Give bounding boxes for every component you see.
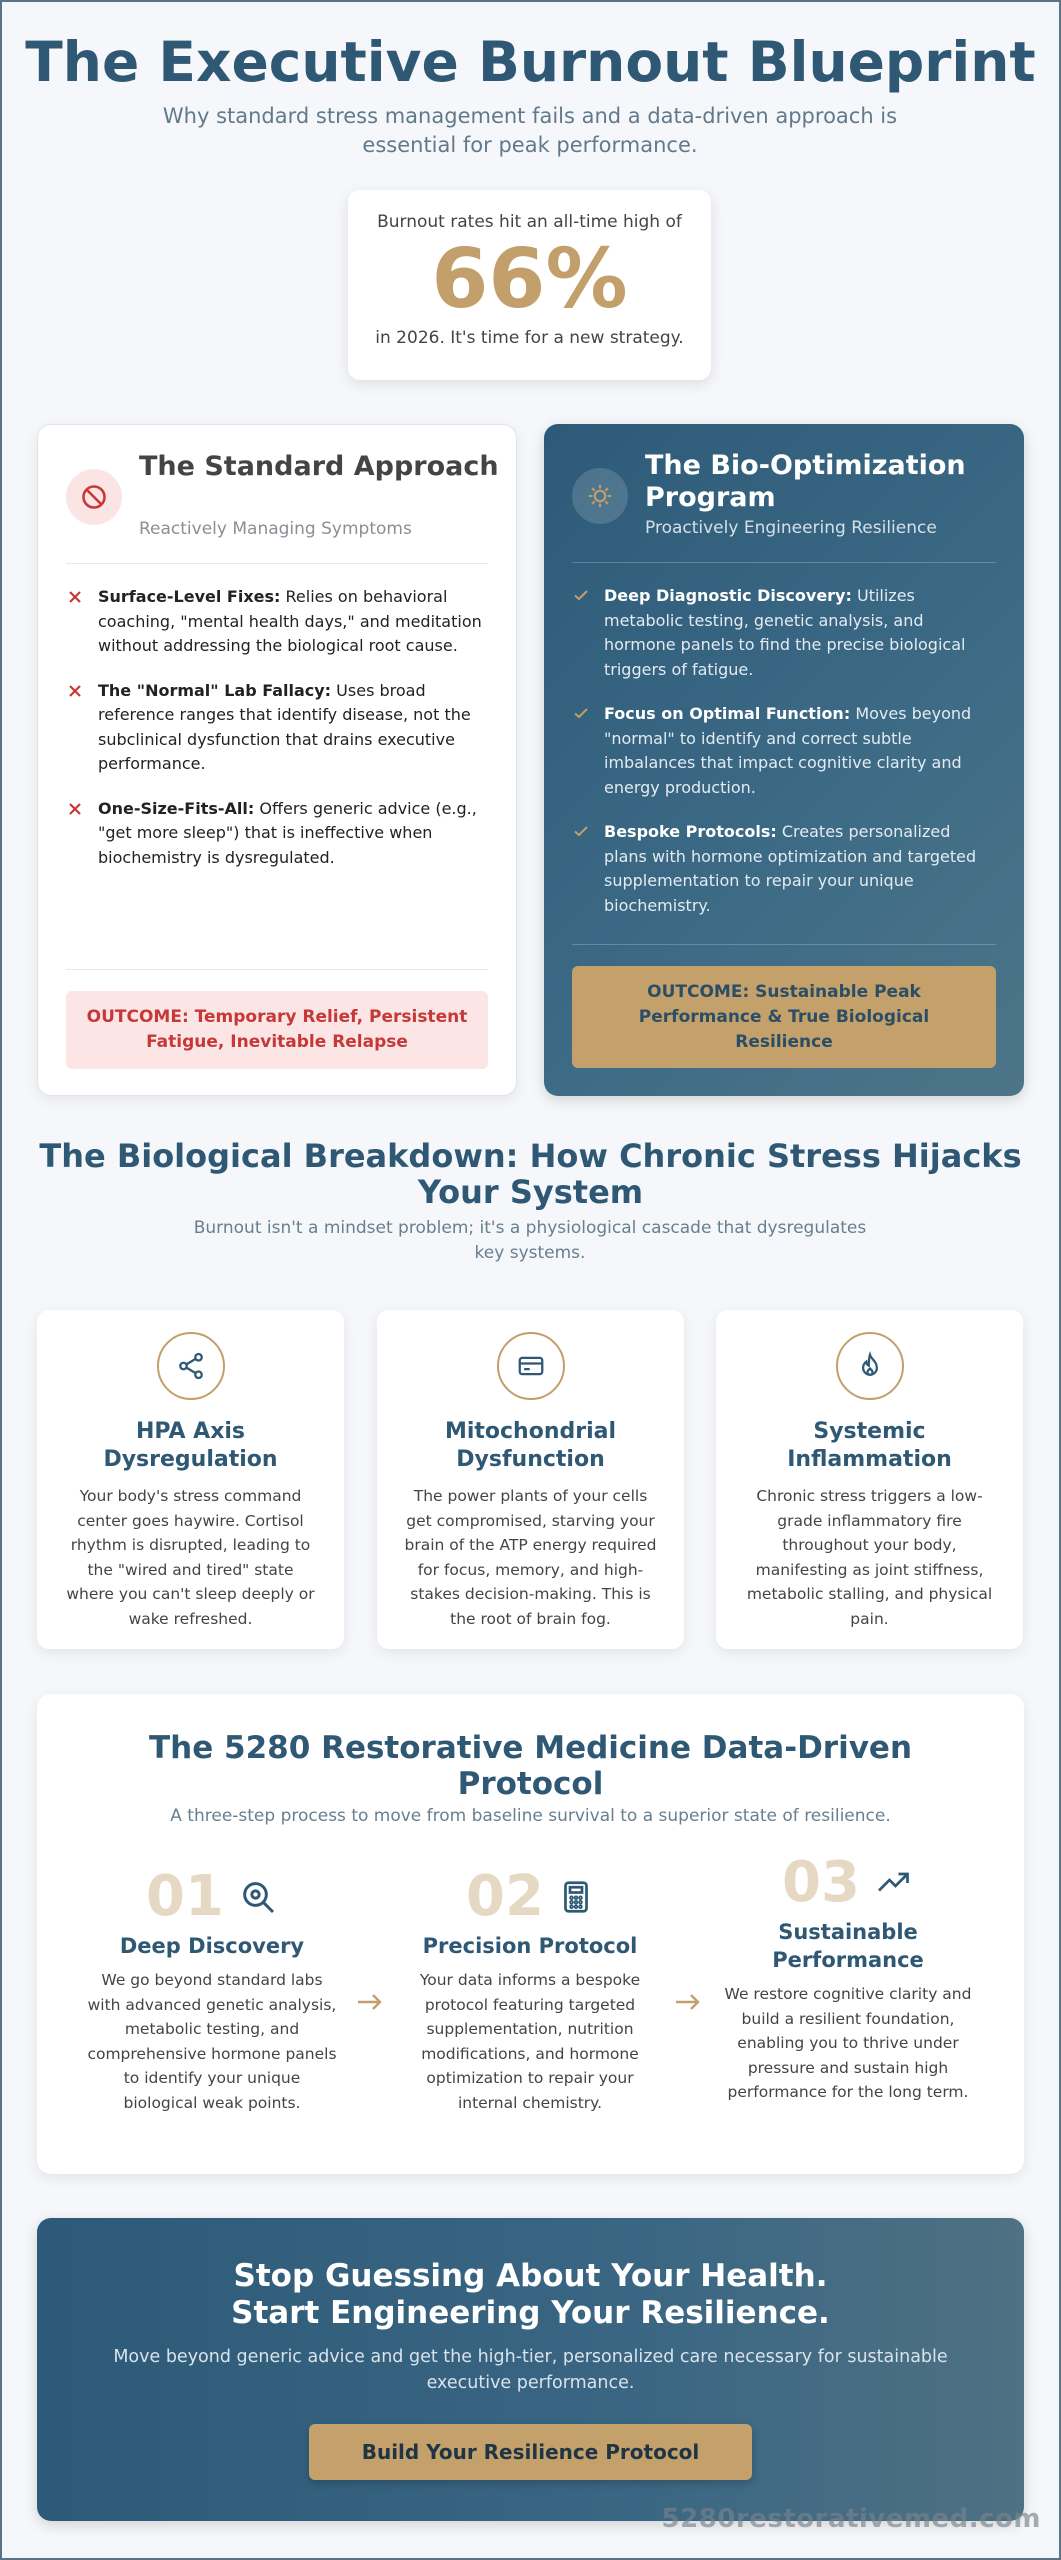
check-icon (572, 822, 590, 840)
item-label: Surface-Level Fixes: (98, 587, 281, 606)
standard-subtitle: Reactively Managing Symptoms (139, 519, 412, 539)
calculator-icon (558, 1877, 594, 1917)
search-icon (238, 1877, 278, 1917)
step-number: 02 (466, 1864, 544, 1929)
stat-card (348, 190, 711, 380)
watermark: 5280restorativemed.com (661, 2504, 1041, 2534)
step-2 (405, 1866, 655, 2115)
list-item (572, 702, 996, 800)
step-text: Your data informs a bespoke protocol featuring targeted supplementation, nutrition modifications, and hormone optimization to repair your internal chemistry. (419, 1971, 641, 2112)
step-title: Sustainable Performance (772, 1920, 924, 1972)
list-item (66, 797, 488, 871)
x-icon (66, 681, 84, 699)
step-number: 01 (146, 1864, 224, 1929)
breakdown-subtitle: Burnout isn't a mindset problem; it's a physiological cascade that dysregulates key systems. (193, 1218, 867, 1263)
hpa-axis-card (37, 1310, 344, 1649)
bio-subtitle: Proactively Engineering Resilience (645, 518, 937, 538)
build-protocol-button[interactable]: Build Your Resilience Protocol (309, 2424, 752, 2480)
breakdown-title: The Biological Breakdown: How Chronic Stress Hijacks Your System (39, 1137, 1022, 1211)
prohibited-icon (66, 469, 122, 525)
item-text: Offers generic advice (e.g., "get more sleep") that is ineffective when biochemistry is dysregulated. (98, 798, 477, 867)
item-label: The "Normal" Lab Fallacy: (98, 680, 332, 700)
item-label: Focus on Optimal Function: (604, 704, 851, 723)
item-label: Bespoke Protocols: (604, 822, 777, 841)
protocol-section (37, 1694, 1024, 2174)
divider (572, 944, 996, 945)
card-title: Systemic Inflammation (787, 1419, 952, 1472)
card-text: Your body's stress command center goes haywire. Cortisol rhythm is disrupted, leading to the "wired and tired" state where you can't sleep deeply or wake refreshed. (66, 1487, 315, 1628)
item-text: Relies on behavioral coaching, "mental health days," and meditation without addressing the biological root cause. (98, 587, 482, 655)
page-subtitle: Why standard stress management fails and a data-driven approach is essential for peak performance. (162, 104, 898, 157)
step-text: We go beyond standard labs with advanced genetic analysis, metabolic testing, and comprehensive hormone panels to identify your unique biological weak points. (87, 1971, 337, 2112)
arrow-right-icon (673, 1992, 703, 2012)
divider (66, 969, 488, 970)
stat-value: 66% (431, 232, 628, 327)
cta-banner (37, 2218, 1024, 2521)
flame-icon (836, 1332, 904, 1400)
list-item (572, 584, 996, 682)
arrow-right-icon (355, 1992, 385, 2012)
bio-outcome: OUTCOME: Sustainable Peak Performance & True Biological Resilience (572, 966, 996, 1068)
card-title: HPA Axis Dysregulation (103, 1419, 278, 1472)
standard-title: The Standard Approach (139, 451, 499, 482)
step-number: 03 (782, 1850, 860, 1915)
bio-title: The Bio-Optimization Program (645, 450, 966, 513)
step-1 (87, 1866, 337, 2115)
bio-list (572, 584, 996, 938)
page-title: The Executive Burnout Blueprint (25, 30, 1036, 94)
check-icon (572, 586, 590, 604)
card-text: Chronic stress triggers a low-grade inflammatory fire throughout your body, manifesting as joint stiffness, metabolic stalling, and physical pain. (746, 1487, 993, 1628)
item-text: Uses broad reference ranges that identify disease, not the subclinical dysfunction that drains executive performance. (98, 680, 471, 773)
x-icon (66, 799, 84, 817)
check-icon (572, 704, 590, 722)
protocol-subtitle: A three-step process to move from baseline survival to a superior state of resilience. (170, 1806, 891, 1826)
divider (572, 562, 996, 563)
step-title: Deep Discovery (119, 1934, 305, 1958)
cta-title-line1: Stop Guessing About Your Health. (233, 2258, 828, 2294)
share-nodes-icon (157, 1332, 225, 1400)
standard-list (66, 585, 488, 890)
card-title: Mitochondrial Dysfunction (444, 1419, 617, 1472)
step-title: Precision Protocol (422, 1934, 638, 1958)
step-text: We restore cognitive clarity and build a resilient foundation, enabling you to thrive under pressure and sustain high performance for the long term. (724, 1985, 972, 2101)
mitochondrial-card (377, 1310, 684, 1649)
divider (66, 563, 488, 564)
protocol-title: The 5280 Restorative Medicine Data-Driven Protocol (148, 1730, 913, 1802)
x-icon (66, 587, 84, 605)
item-text: Creates personalized plans with hormone optimization and targeted supplementation to repair your unique biochemistry. (604, 822, 977, 915)
standard-outcome: OUTCOME: Temporary Relief, Persistent Fatigue, Inevitable Relapse (66, 991, 488, 1069)
item-label: Deep Diagnostic Discovery: (604, 586, 852, 605)
list-item (66, 679, 488, 777)
cta-title-line2: Start Engineering Your Resilience. (231, 2295, 830, 2331)
list-item (572, 820, 996, 918)
list-item (66, 585, 488, 659)
stat-post-text: in 2026. It's time for a new strategy. (375, 328, 684, 348)
stat-pre-text: Burnout rates hit an all-time high of (377, 212, 682, 232)
item-text: Utilizes metabolic testing, genetic analysis, and hormone panels to find the precise biological triggers of fatigue. (604, 586, 966, 679)
item-text: Moves beyond "normal" to identify and correct subtle imbalances that impact cognitive clarity and energy production. (604, 704, 972, 797)
battery-card-icon (497, 1332, 565, 1400)
standard-approach-card (37, 424, 517, 1096)
step-3 (723, 1852, 973, 2105)
cta-title (37, 2258, 1024, 2332)
cta-text: Move beyond generic advice and get the high-tier, personalized care necessary for sustainable executive performance. (113, 2347, 948, 2393)
item-label: One-Size-Fits-All: (98, 798, 255, 818)
card-text: The power plants of your cells get compromised, starving your brain of the ATP energy required for focus, memory, and high-stakes decision-making. This is the root of brain fog. (404, 1487, 657, 1628)
trend-up-icon (874, 1865, 914, 1901)
bio-optimization-card (544, 424, 1024, 1096)
inflammation-card (716, 1310, 1023, 1649)
sparkle-brain-icon (572, 468, 628, 524)
